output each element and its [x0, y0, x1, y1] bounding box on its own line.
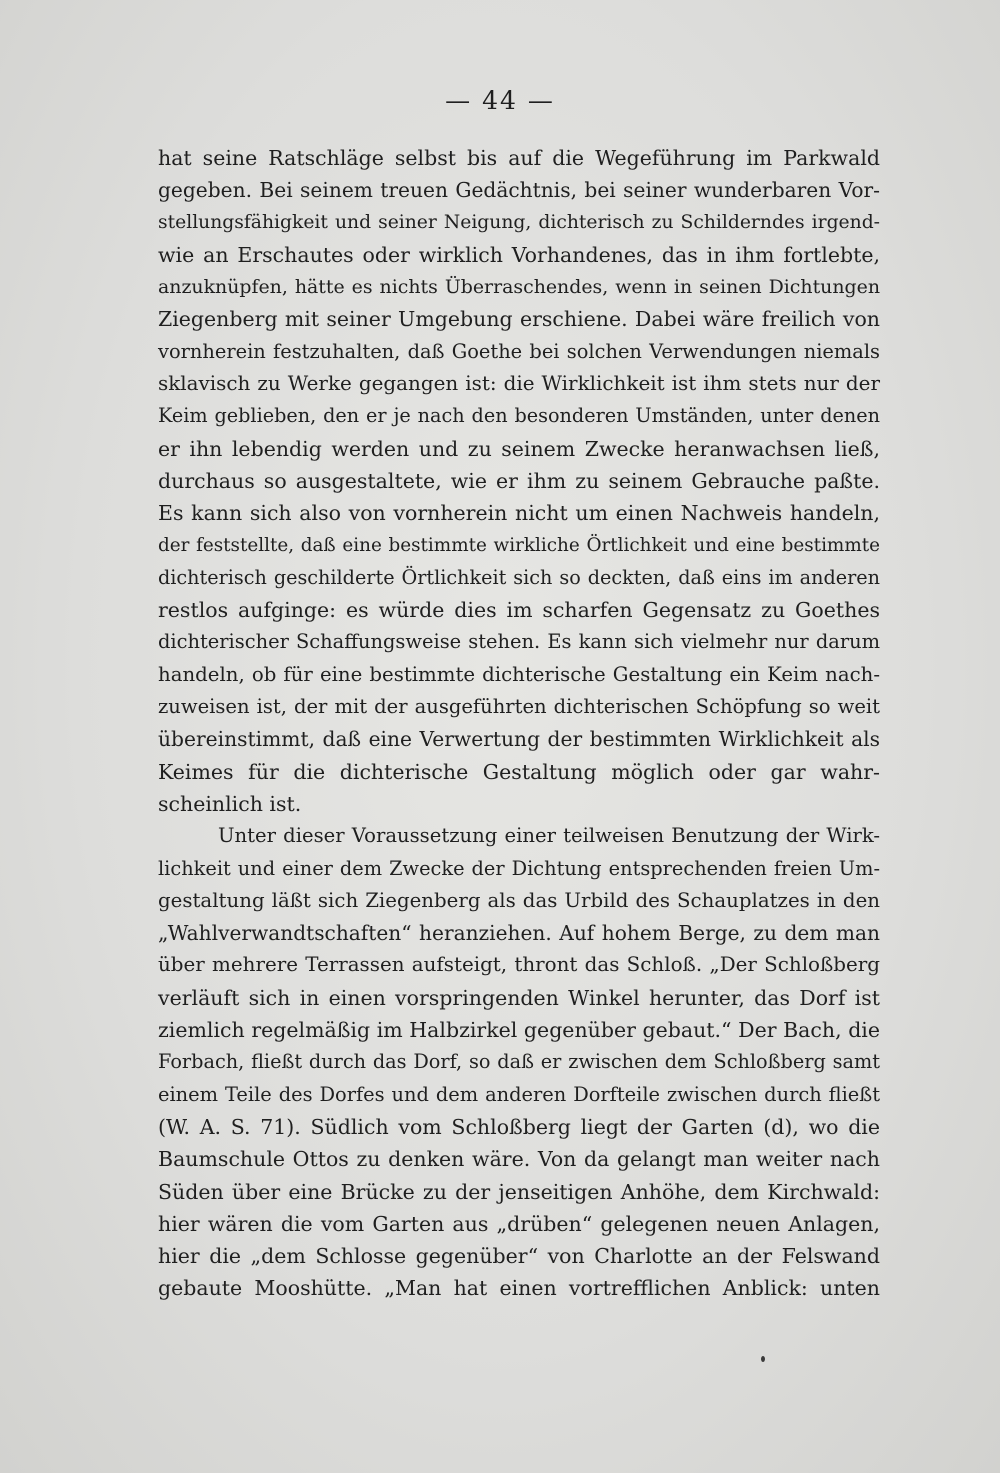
text-line: (W. A. S. 71). Südlich vom Schloßberg liegt der Garten (d), wo die	[158, 1114, 880, 1139]
text-line: über mehrere Terrassen aufsteigt, thront das Schloß. „Der Schloßberg	[158, 953, 880, 977]
text-line: Unter dieser Voraussetzung einer teilweisen Benutzung der Wirk-	[218, 824, 880, 848]
text-line: gegeben. Bei seinem treuen Gedächtnis, bei seiner wunderbaren Vor-	[158, 178, 880, 203]
text-line: gestaltung läßt sich Ziegenberg als das Urbild des Schauplatzes in den	[158, 888, 880, 912]
text-line: hier wären die vom Garten aus „drüben“ gelegenen neuen Anlagen,	[158, 1211, 880, 1236]
text-line: einem Teile des Dorfes und dem anderen Dorfteile zwischen durch fließt	[158, 1082, 880, 1106]
text-line: übereinstimmt, daß eine Verwertung der bestimmten Wirklichkeit als	[158, 727, 880, 752]
text-line: hier die „dem Schlosse gegenüber“ von Charlotte an der Felswand	[158, 1244, 880, 1269]
text-line: er ihn lebendig werden und zu seinem Zwecke heranwachsen ließ,	[158, 436, 880, 461]
text-line: scheinlich ist.	[158, 791, 302, 816]
text-line: Forbach, fließt durch das Dorf, so daß er zwischen dem Schloßberg samt	[158, 1050, 880, 1074]
text-line: Ziegenberg mit seiner Umgebung erschiene. Dabei wäre freilich von	[158, 307, 880, 332]
text-line: gebaute Mooshütte. „Man hat einen vortrefflichen Anblick: unten	[158, 1276, 880, 1301]
text-line: zuweisen ist, der mit der ausgeführten dichterischen Schöpfung so weit	[158, 695, 880, 719]
text-line: Keimes für die dichterische Gestaltung möglich oder gar wahr-	[158, 759, 880, 784]
paper-speck	[761, 1356, 765, 1362]
text-line: stellungsfähigkeit und seiner Neigung, dichterisch zu Schilderndes irgend-	[158, 211, 880, 233]
page-number: — 44 —	[445, 86, 555, 115]
text-line: Baumschule Ottos zu denken wäre. Von da gelangt man weiter nach	[158, 1147, 880, 1172]
text-line: restlos aufginge: es würde dies im scharfen Gegensatz zu Goethes	[158, 598, 880, 623]
text-line: verläuft sich in einen vorspringenden Winkel herunter, das Dorf ist	[158, 985, 880, 1010]
text-line: dichterisch geschilderte Örtlichkeit sich so deckten, daß eins im anderen	[158, 565, 880, 589]
text-line: Süden über eine Brücke zu der jenseitigen Anhöhe, dem Kirchwald:	[158, 1179, 880, 1204]
text-line: anzuknüpfen, hätte es nichts Überraschendes, wenn in seinen Dichtungen	[158, 276, 880, 299]
text-line: handeln, ob für eine bestimmte dichterische Gestaltung ein Keim nach-	[158, 662, 880, 686]
text-line: Keim geblieben, den er je nach den besonderen Umständen, unter denen	[158, 404, 880, 428]
text-line: „Wahlverwandtschaften“ heranziehen. Auf hohem Berge, zu dem man	[158, 921, 880, 946]
text-line: wie an Erschautes oder wirklich Vorhandenes, das in ihm fortlebte,	[158, 242, 880, 267]
text-line: sklavisch zu Werke gegangen ist: die Wirklichkeit ist ihm stets nur der	[158, 372, 880, 396]
text-line: vornherein festzuhalten, daß Goethe bei solchen Verwendungen niemals	[158, 339, 880, 363]
text-line: der feststellte, daß eine bestimmte wirkliche Örtlichkeit und eine bestimmte	[158, 534, 880, 556]
text-line: dichterischer Schaffungsweise stehen. Es kann sich vielmehr nur darum	[158, 630, 880, 654]
text-line: ziemlich regelmäßig im Halbzirkel gegenüber gebaut.“ Der Bach, die	[158, 1018, 880, 1043]
text-line: Es kann sich also von vornherein nicht um einen Nachweis handeln,	[158, 501, 880, 526]
text-line: hat seine Ratschläge selbst bis auf die Wegeführung im Parkwald	[158, 146, 880, 170]
body-text	[158, 142, 880, 1305]
text-line: lichkeit und einer dem Zwecke der Dichtung entsprechenden freien Um-	[158, 856, 880, 880]
text-line: durchaus so ausgestaltete, wie er ihm zu seinem Gebrauche paßte.	[158, 468, 880, 493]
